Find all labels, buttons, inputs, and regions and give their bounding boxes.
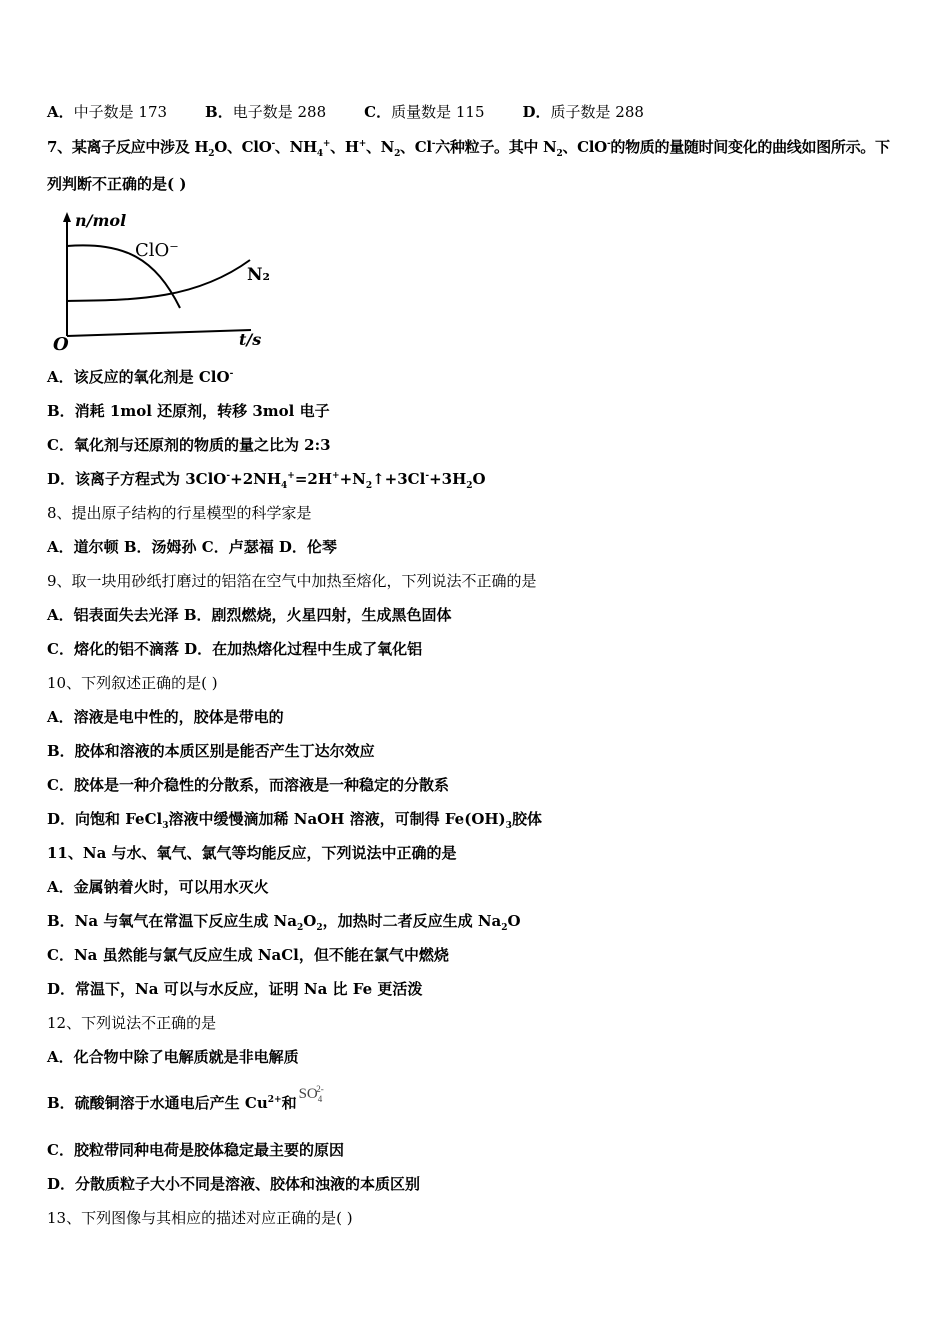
q11-option-a: A．金属钠着火时，可以用水灭火 [47,878,269,896]
q12-option-c: C．胶粒带同种电荷是胶体稳定最主要的原因 [47,1141,344,1159]
q11-option-b: B．Na 与氧气在常温下反应生成 $Na_2O_2$，加热时二者反应生成 $Na_2O$ [47,912,521,933]
q12-option-a: A．化合物中除了电解质就是非电解质 [47,1048,299,1066]
q12-option-d: D．分散质粒子大小不同是溶液、胶体和浊液的本质区别 [47,1175,421,1193]
q9-options-ab: A．铝表面失去光泽 B．剧烈燃烧，火星四射，生成黑色固体 [47,606,452,624]
q7-stem: 7、某离子反应中涉及 $H_2O$、ClO-、$NH_4^+$、H+、$N_2$、Cl-六种粒子。其中 $N_2$、ClO-的物质的量随时间变化的曲线如图所示。下 [47,138,890,159]
sulfate-ion: $SO_4^{2-}$ [298,1084,324,1104]
q8-stem: 8、提出原子结构的行星模型的科学家是 [47,504,312,522]
q12-stem: 12、下列说法不正确的是 [47,1014,217,1032]
q12-option-b: B．硫酸铜溶于水通电后产生 $Cu^{2+}$和 $SO_4^{2-}$ [47,1093,330,1114]
q7-graph [45,208,285,358]
x-axis-label: t/s [239,330,262,349]
clo-label: ClO⁻ [135,240,179,261]
q6-options: A．中子数是 173 B．电子数是 288 C．质量数是 115 D．质子数是 288 [47,103,644,121]
q8-options: A．道尔顿 B．汤姆孙 C．卢瑟福 D．伦琴 [47,538,337,556]
q9-stem: 9、取一块用砂纸打磨过的铝箔在空气中加热至熔化，下列说法不正确的是 [47,572,537,590]
q10-option-d: D．向饱和 FeCl$_3$溶液中缓慢滴加稀 NaOH 溶液，可制得 $Fe(OH)_3$胶体 [47,810,542,831]
q7-option-c: C．氧化剂与还原剂的物质的量之比为 2:3 [47,436,331,454]
q7-option-a: A．该反应的氧化剂是 ClO- [47,368,234,386]
q11-option-d: D．常温下，Na 可以与水反应，证明 Na 比 Fe 更活泼 [47,980,423,998]
q13-stem: 13、下列图像与其相应的描述对应正确的是( ) [47,1209,353,1227]
y-axis-arrow [63,212,71,222]
q11-option-c: C．Na 虽然能与氯气反应生成 NaCl，但不能在氯气中燃烧 [47,946,449,964]
q7-option-b: B．消耗 1mol 还原剂，转移 3mol 电子 [47,402,330,420]
q11-stem: 11、Na 与水、氧气、氯气等均能反应，下列说法中正确的是 [47,844,457,862]
q7-stem-line2: 列判断不正确的是( ) [47,175,187,193]
y-axis-label: n/mol [75,211,127,230]
q9-options-cd: C．熔化的铝不滴落 D．在加热熔化过程中生成了氧化铝 [47,640,423,658]
q10-option-c: C．胶体是一种介稳性的分散系，而溶液是一种稳定的分散系 [47,776,449,794]
n2-label: N₂ [247,265,270,285]
q10-stem: 10、下列叙述正确的是( ) [47,674,218,692]
origin-label: O [53,334,69,355]
q10-option-a: A．溶液是电中性的，胶体是带电的 [47,708,284,726]
q7-option-d: D．该离子方程式为 $3ClO^-+2NH_4^+=2H^++N_2↑+3Cl^-+3H_2O$ [47,470,486,491]
n2-curve [67,260,250,301]
x-axis [67,330,251,336]
q10-option-b: B．胶体和溶液的本质区别是能否产生丁达尔效应 [47,742,375,760]
